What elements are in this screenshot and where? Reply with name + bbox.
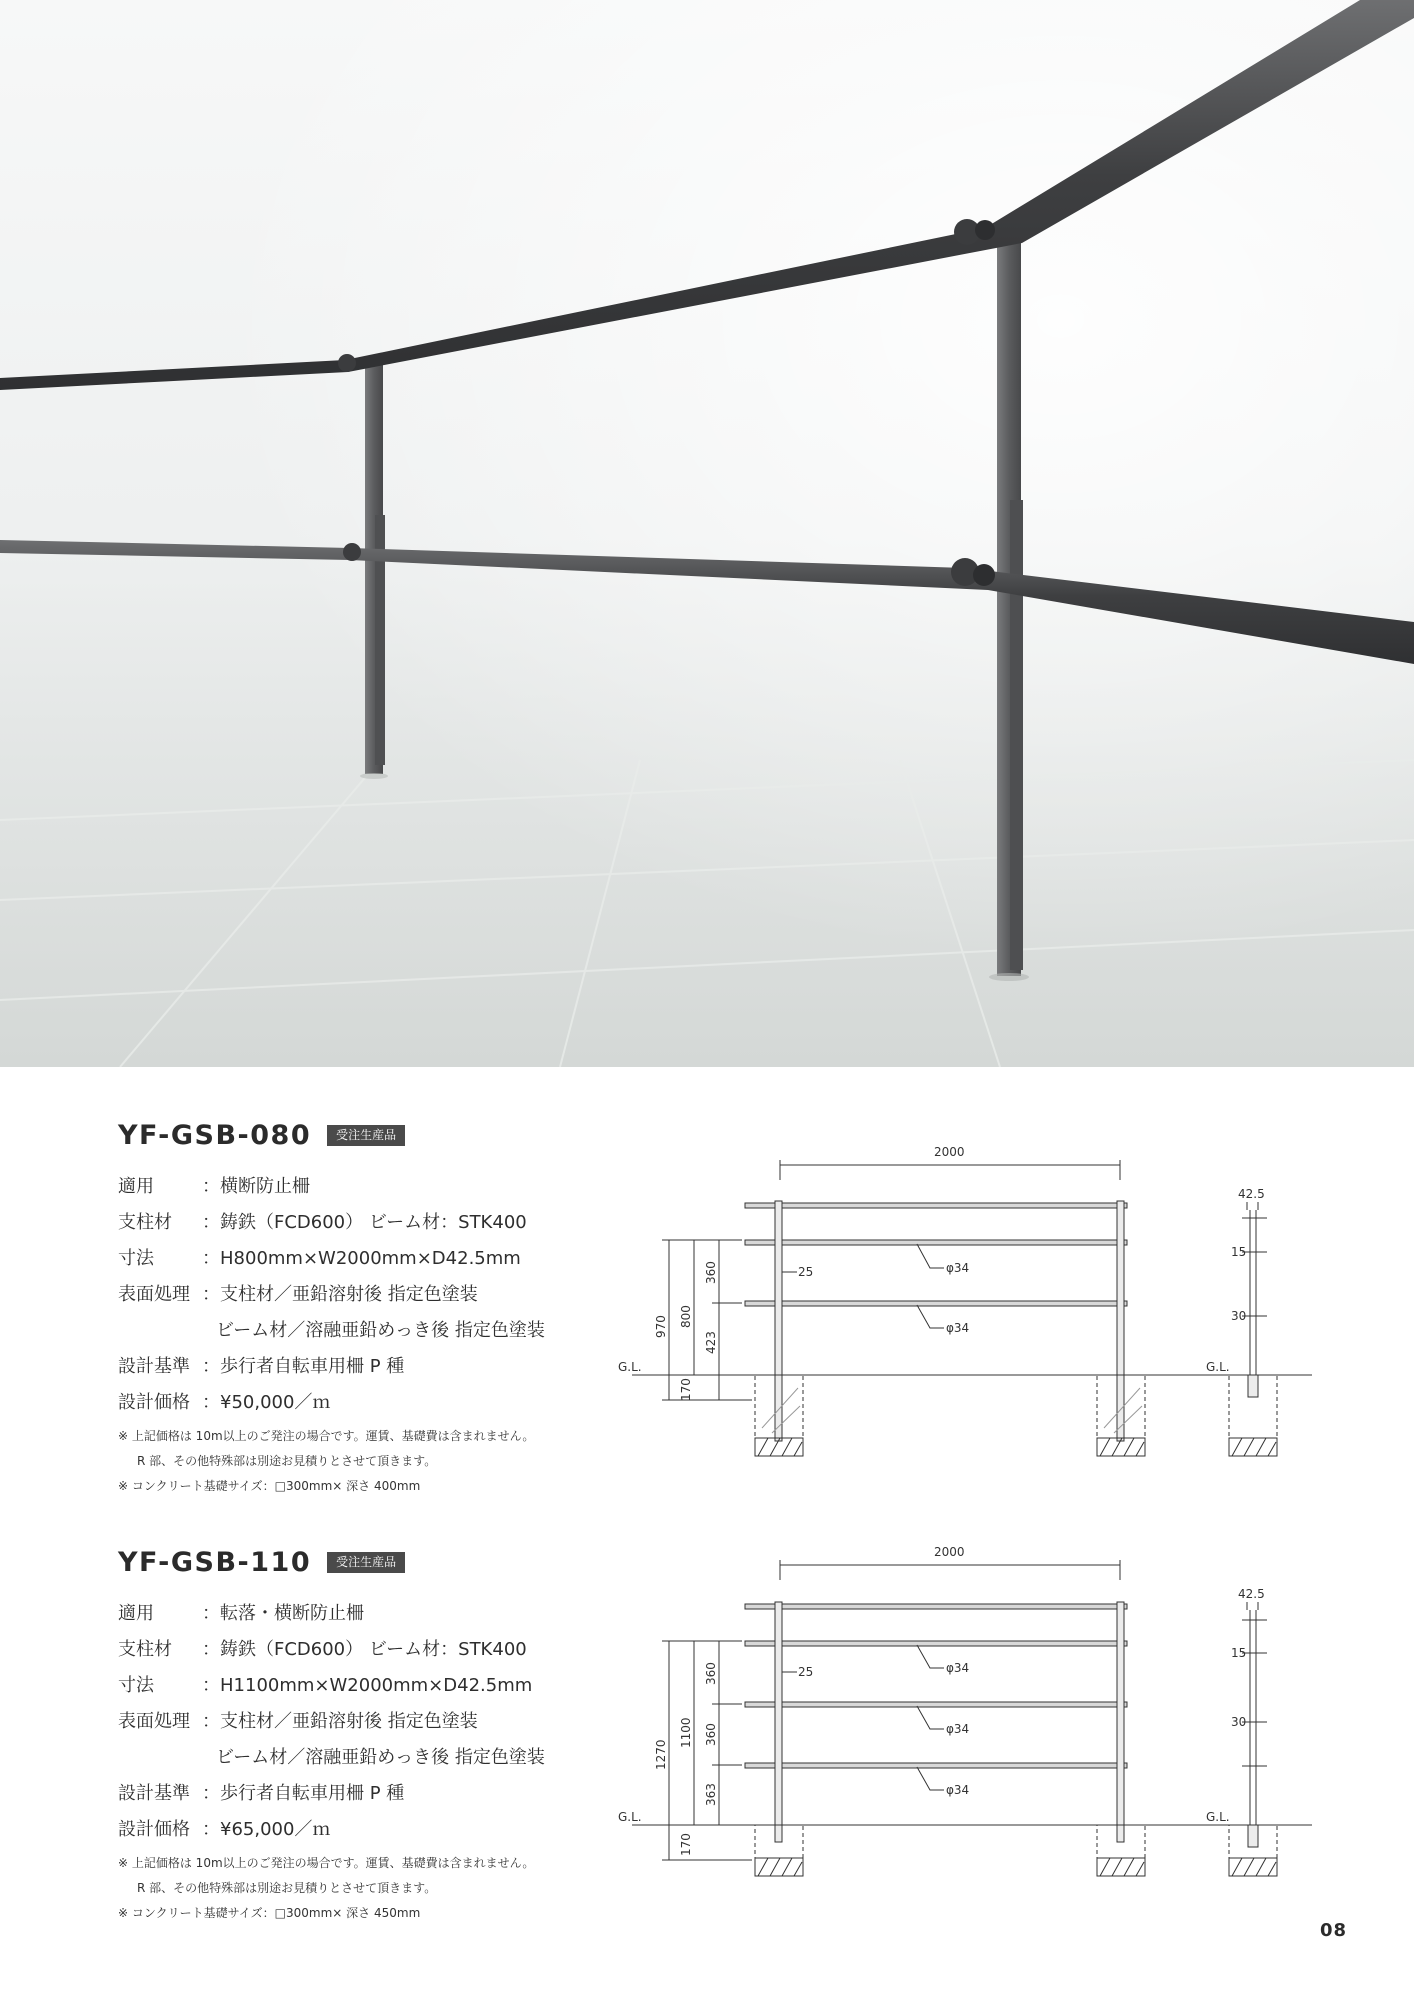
spec-value: ：H1100mm×W2000mm×D42.5mm	[202, 1675, 533, 1696]
spec-label: 設計価格	[118, 1392, 190, 1413]
spec-value: ：歩行者自転車用柵 P 種	[202, 1356, 405, 1377]
made-to-order-badge: 受注生産品	[327, 1552, 405, 1573]
note-line: ※ 上記価格は 10m以上のご発注の場合です。運賃、基礎費は含まれません。	[118, 1856, 535, 1870]
dim-span: 360	[704, 1662, 718, 1685]
ground-label: G.L.	[1206, 1810, 1230, 1824]
dim-depth: 42.5	[1238, 1187, 1265, 1201]
dim-span: 363	[704, 1783, 718, 1806]
note-line: R 部、その他特殊部は別途お見積りとさせて頂きます。	[137, 1881, 437, 1895]
spec-value: ：¥50,000／ｍ	[202, 1392, 331, 1413]
dim-pipe-dia: φ34	[946, 1722, 970, 1736]
ground-label: G.L.	[618, 1810, 642, 1824]
dim-pipe-dia: φ34	[946, 1783, 970, 1797]
model-name: YF-GSB-110	[118, 1546, 312, 1578]
model-name: YF-GSB-080	[118, 1119, 312, 1151]
spec-value: ：歩行者自転車用柵 P 種	[202, 1783, 405, 1804]
note-line: ※ 上記価格は 10m以上のご発注の場合です。運賃、基礎費は含まれません。	[118, 1429, 535, 1443]
spec-value: ビーム材／溶融亜鉛めっき後 指定色塗装	[216, 1747, 545, 1768]
spec-label: 設計基準	[118, 1356, 190, 1377]
spec-label: 寸法	[118, 1248, 154, 1269]
spec-label: 設計価格	[118, 1819, 190, 1840]
spec-value: ：H800mm×W2000mm×D42.5mm	[202, 1248, 521, 1269]
ground-label: G.L.	[618, 1360, 642, 1374]
spec-label: 適用	[118, 1176, 154, 1197]
dim-total-height: 1270	[654, 1739, 668, 1770]
spec-value: ビーム材／溶融亜鉛めっき後 指定色塗装	[216, 1320, 545, 1341]
dim-side: 30	[1231, 1309, 1247, 1323]
dim-height: 800	[679, 1305, 693, 1328]
dim-width: 2000	[934, 1145, 965, 1159]
technical-drawing-yf-gsb-080	[612, 1138, 1324, 1483]
model-heading	[118, 1115, 405, 1155]
notes	[118, 1851, 534, 1926]
note-line: R 部、その他特殊部は別途お見積りとさせて頂きます。	[137, 1454, 437, 1468]
dim-height: 1100	[679, 1717, 693, 1748]
dim-upper-span: 360	[704, 1261, 718, 1284]
note-line: ※ コンクリート基礎サイズ：□300mm× 深さ 450mm	[118, 1906, 421, 1920]
spec-value: ：支柱材／亜鉛溶射後 指定色塗装	[202, 1711, 478, 1732]
spec-value: ：転落・横断防止柵	[202, 1603, 364, 1624]
spec-value: ：支柱材／亜鉛溶射後 指定色塗装	[202, 1284, 478, 1305]
dim-pipe-dia: φ34	[946, 1321, 970, 1335]
notes	[118, 1424, 534, 1499]
spec-value: ：鋳鉄（FCD600） ビーム材：STK400	[202, 1212, 527, 1233]
dim-embed: 170	[679, 1833, 693, 1856]
dim-embed: 170	[679, 1378, 693, 1401]
dim-post-width: 25	[798, 1665, 814, 1679]
dim-depth: 42.5	[1238, 1587, 1265, 1601]
dim-total-height: 970	[654, 1315, 668, 1338]
spec-label: 適用	[118, 1603, 154, 1624]
spec-label: 表面処理	[118, 1711, 190, 1732]
dim-side: 30	[1231, 1715, 1247, 1729]
ground-label: G.L.	[1206, 1360, 1230, 1374]
dim-pipe-dia: φ34	[946, 1661, 970, 1675]
spec-value: ：¥65,000／ｍ	[202, 1819, 331, 1840]
page-number: 08	[1320, 1920, 1348, 1941]
spec-label: 支柱材	[118, 1639, 172, 1660]
spec-value: ：鋳鉄（FCD600） ビーム材：STK400	[202, 1639, 527, 1660]
spec-label: 表面処理	[118, 1284, 190, 1305]
spec-value: ：横断防止柵	[202, 1176, 310, 1197]
spec-label: 設計基準	[118, 1783, 190, 1804]
made-to-order-badge: 受注生産品	[327, 1125, 405, 1146]
spec-label: 支柱材	[118, 1212, 172, 1233]
dim-span: 360	[704, 1723, 718, 1746]
dim-side: 15	[1231, 1646, 1247, 1660]
spec-label: 寸法	[118, 1675, 154, 1696]
dim-pipe-dia: φ34	[946, 1261, 970, 1275]
dim-post-width: 25	[798, 1265, 814, 1279]
model-heading	[118, 1542, 405, 1582]
dim-side: 15	[1231, 1245, 1247, 1259]
dim-width: 2000	[934, 1545, 965, 1559]
note-line: ※ コンクリート基礎サイズ：□300mm× 深さ 400mm	[118, 1479, 421, 1493]
technical-drawing-yf-gsb-110	[612, 1538, 1324, 1883]
dim-lower-span: 423	[704, 1331, 718, 1354]
